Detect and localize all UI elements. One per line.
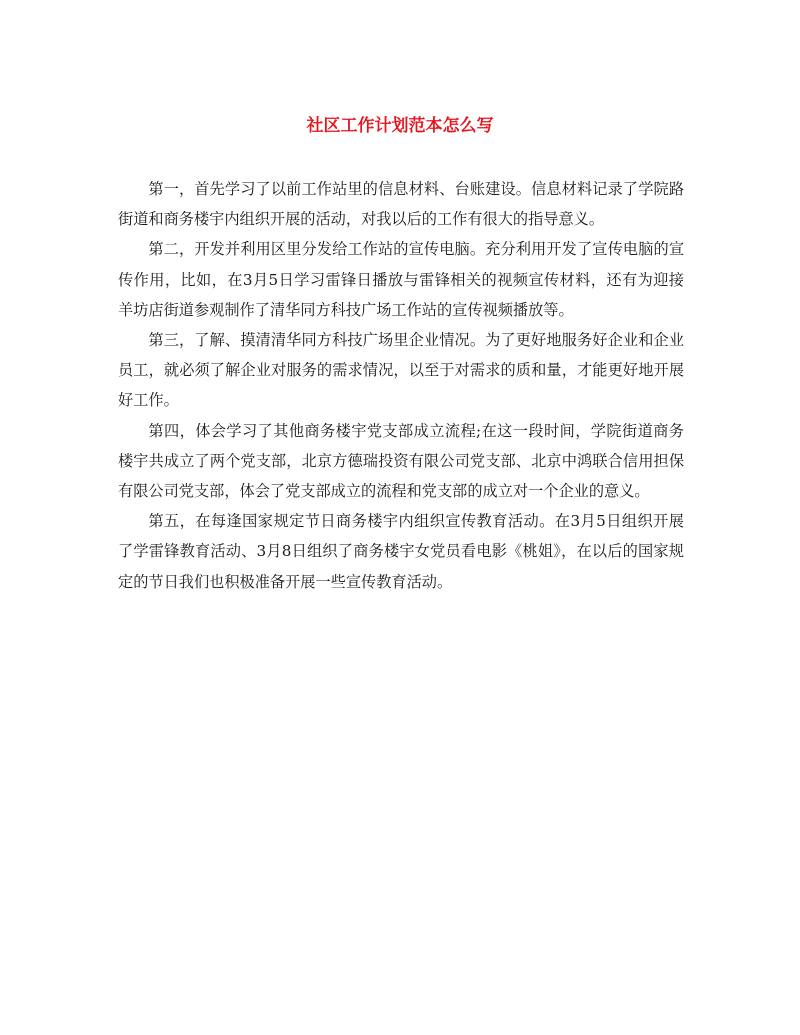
document-title: 社区工作计划范本怎么写: [306, 116, 494, 136]
paragraph-3: 第三，了解、摸清清华同方科技广场里企业情况。为了更好地服务好企业和企业员工，就必须了解企业对服务的需求情况，以至于对需求的质和量，才能更好地开展好工作。: [118, 331, 684, 410]
paragraph-2: 第二，开发并利用区里分发给工作站的宣传电脑。充分利用开发了宣传电脑的宣传作用，比如，在3月5日学习雷锋日播放与雷锋相关的视频宣传材料，还有为迎接羊坊店街道参观制作了清华同方科技广场工作站的宣传视频播放等。: [118, 240, 684, 319]
paragraph-5: 第五，在每逢国家规定节日商务楼宇内组织宣传教育活动。在3月5日组织开展了学雷锋教育活动、3月8日组织了商务楼宇女党员看电影《桃姐》，在以后的国家规定的节日我们也积极准备开展一些宣传教育活动。: [118, 512, 684, 591]
document-body: [118, 174, 684, 597]
paragraph-1: 第一，首先学习了以前工作站里的信息材料、台账建设。信息材料记录了学院路街道和商务楼宇内组织开展的活动，对我以后的工作有很大的指导意义。: [118, 180, 684, 229]
paragraph-4: 第四，体会学习了其他商务楼宇党支部成立流程;在这一段时间，学院街道商务楼宇共成立了两个党支部，北京方德瑞投资有限公司党支部、北京中鸿联合信用担保有限公司党支部，体会了党支部成立的流程和党支部的成立对一个企业的意义。: [118, 421, 684, 501]
